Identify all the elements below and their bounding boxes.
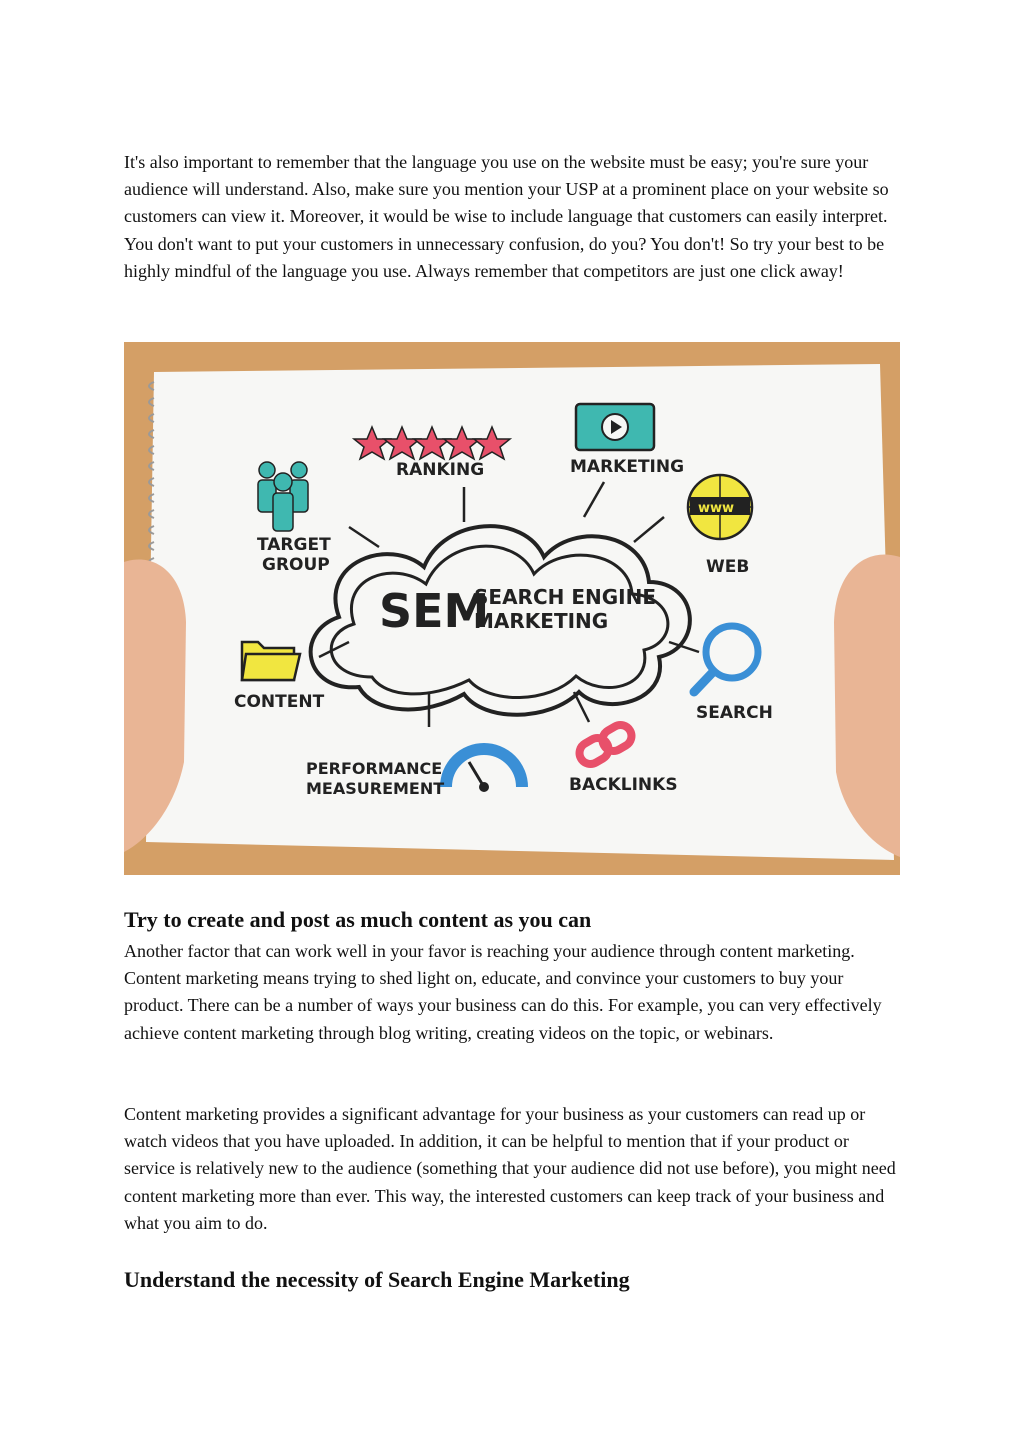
sem-section-heading: Understand the necessity of Search Engine Marketing [124,1267,630,1292]
search-label: SEARCH [696,703,773,723]
sem-line2: MARKETING [474,609,609,633]
performance-label-line2: MEASUREMENT [306,779,445,798]
marketing-label: MARKETING [570,457,685,477]
ranking-label: RANKING [396,460,485,480]
content-paragraph-2: Content marketing provides a significant advantage for your business as your customers can read up or watch videos that you have uploaded. In addition, it can be helpful to mention that if your product or service is relatively new to the audience (something that your audience did not use before), you might need content marketing more than ever. This way, the interested customers can keep track of your business and what you aim to do. [124,1104,896,1233]
content-paragraph-1: Another factor that can work well in your favor is reaching your audience through content marketing. Content marketing means trying to shed light on, educate, and convince your customers to buy your product. There can be a number of ways your business can do this. For example, you can very effectively achieve content marketing through blog writing, creating videos on the topic, or webinars. [124,941,882,1043]
backlinks-label: BACKLINKS [569,775,678,795]
content-section-heading: Try to create and post as much content as you can [124,907,592,932]
content-label: CONTENT [234,692,325,712]
target-label-line2: GROUP [262,555,330,575]
sem-illustration [124,342,900,875]
sem-figure [124,342,900,875]
performance-label-line1: PERFORMANCE [306,759,443,778]
web-label: WEB [706,557,750,577]
folder-icon [242,642,300,680]
www-label: www [698,501,735,516]
target-label-line1: TARGET [257,535,331,555]
intro-paragraph: It's also important to remember that the language you use on the website must be easy; you're sure your audience will understand. Also, make sure you mention your USP at a prominent place on your website so customers can view it. Moreover, it would be wise to include language that customers can easily interpret. You don't want to put your customers in unnecessary confusion, do you? You don't! So try your best to be highly mindful of the language you use. Always remember that competitors are just one click away! [124,152,889,281]
sem-line1: SEARCH ENGINE [474,585,656,609]
sem-abbr: SEM [379,584,490,638]
